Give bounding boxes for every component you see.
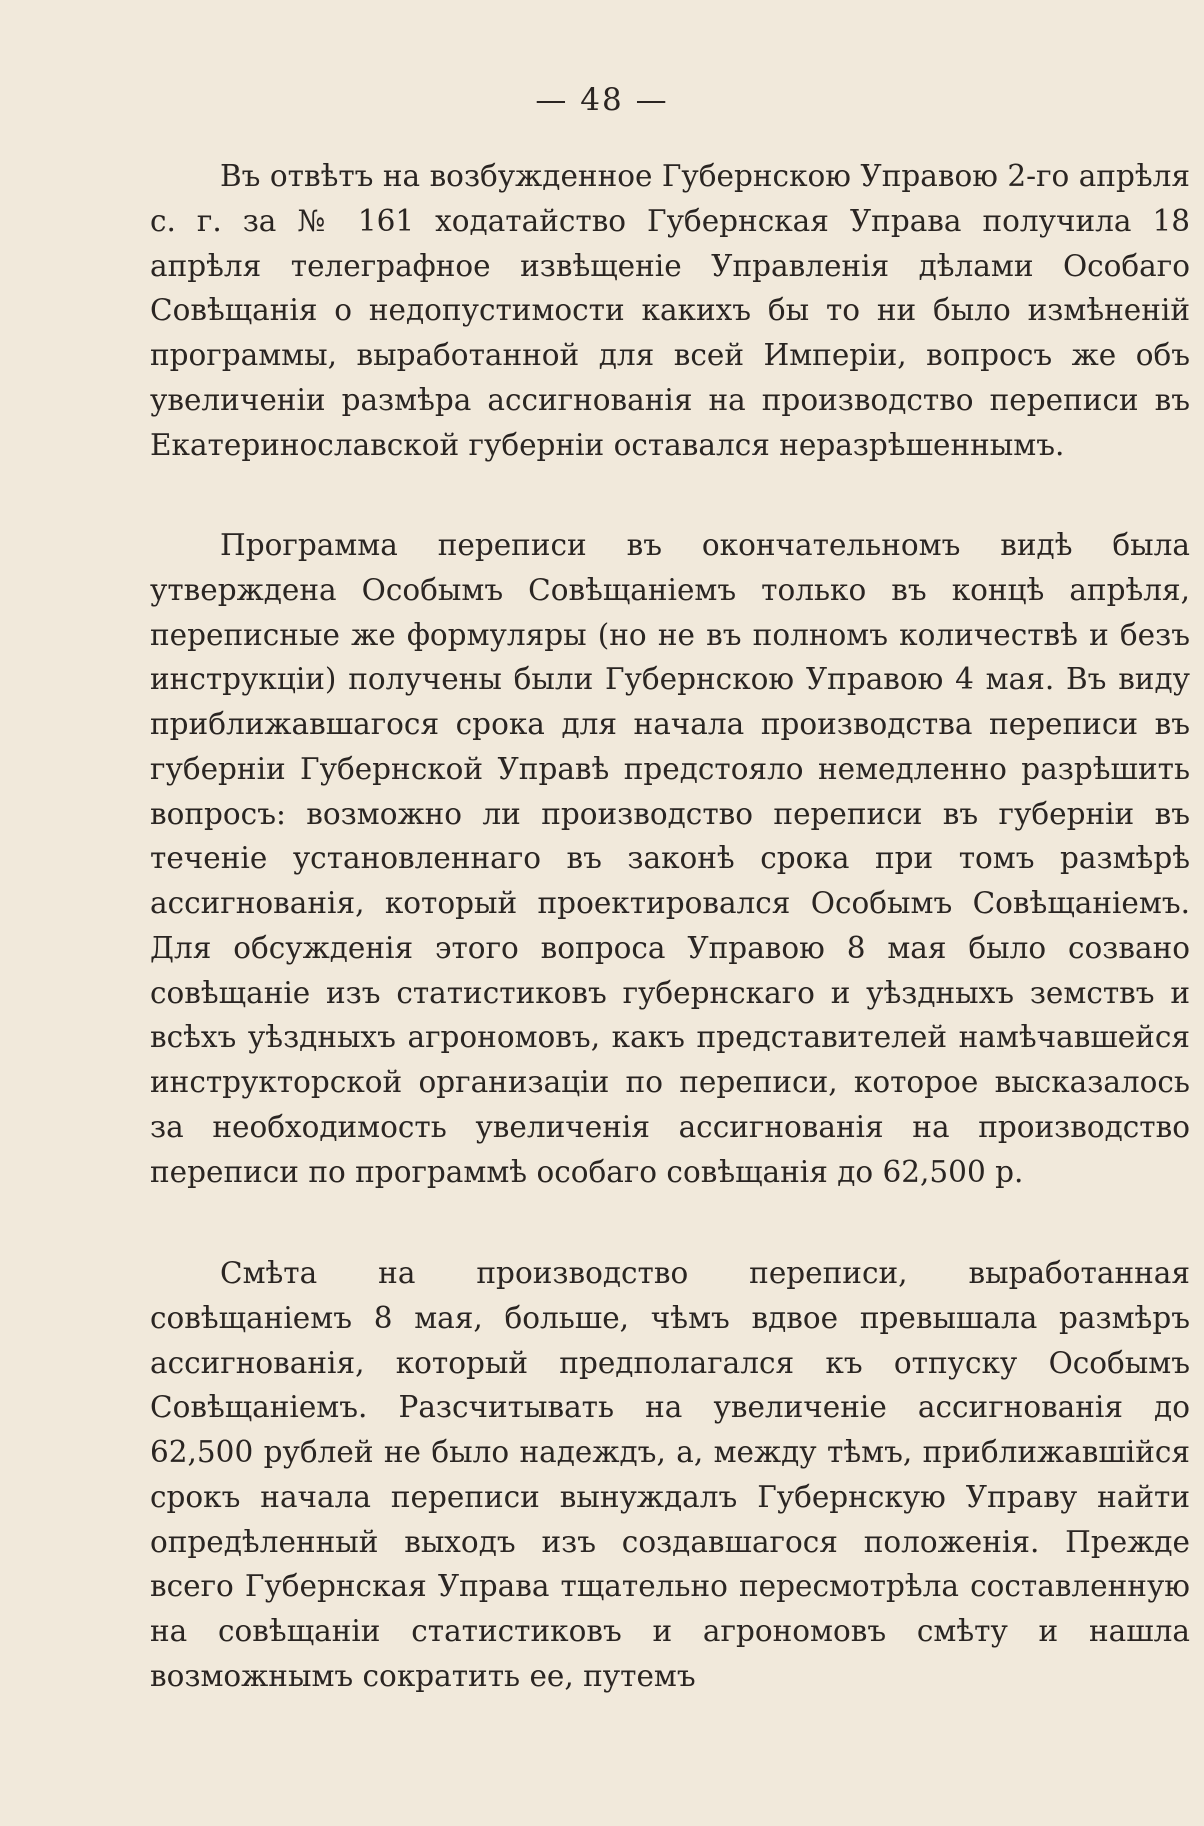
paragraph-census-program: Программа переписи въ окончательномъ видѣ была утверждена Особымъ Совѣщаніемъ только въ концѣ апрѣля, переписные же формуляры (но не въ полномъ количествѣ и безъ инструкціи) получены были Губернскою Управою 4 мая. Въ виду приближавшагося срока для начала производства переписи въ губерніи Губернской Управѣ предстояло немедленно разрѣшить вопросъ: возможно ли производство переписи въ губерніи въ теченіе установленнаго въ законѣ срока при томъ размѣрѣ ассигнованія, который проектировался Особымъ Совѣщаніемъ. Для обсужденія этого вопроса Управою 8 мая было созвано совѣщаніе изъ статистиковъ губернскаго и уѣздныхъ земствъ и всѣхъ уѣздныхъ агрономовъ, какъ представителей намѣчавшейся инструкторской организаціи по переписи, которое высказалось за необходимость увеличенія ассигнованія на производство переписи по программѣ особаго совѣщанія до 62,500 р.	[150, 528, 1190, 1189]
paragraph-census-request: Въ отвѣтъ на возбужденное Губернскою Управою 2-го апрѣля с. г. за № 161 ходатайство Губернская Управа получила 18 апрѣля телеграфное извѣщеніе Управленія дѣлами Особаго Совѣщанія о недопустимости какихъ бы то ни было измѣненій программы, выработанной для всей Имперіи, вопросъ же объ увеличеніи размѣра ассигнованія на производство переписи въ Екатеринославской губерніи оставался неразрѣшеннымъ.	[150, 159, 1190, 462]
paragraph-census-estimate: Смѣта на производство переписи, выработанная совѣщаніемъ 8 мая, больше, чѣмъ вдвое превышала размѣръ ассигнованія, который предполагался къ отпуску Особымъ Совѣщаніемъ. Разсчитывать на увеличеніе ассигнованія до 62,500 рублей не было надеждъ, а, между тѣмъ, приближавшійся срокъ начала переписи вынуждалъ Губернскую Управу найти опредѣленный выходъ изъ создавшагося положенія. Прежде всего Губернская Управа тщательно пересмотрѣла составленную на совѣщаніи статистиковъ и агрономовъ смѣту и нашла возможнымъ сократить ее, путемъ	[150, 1256, 1190, 1693]
page-number: — 48 —	[535, 82, 669, 118]
